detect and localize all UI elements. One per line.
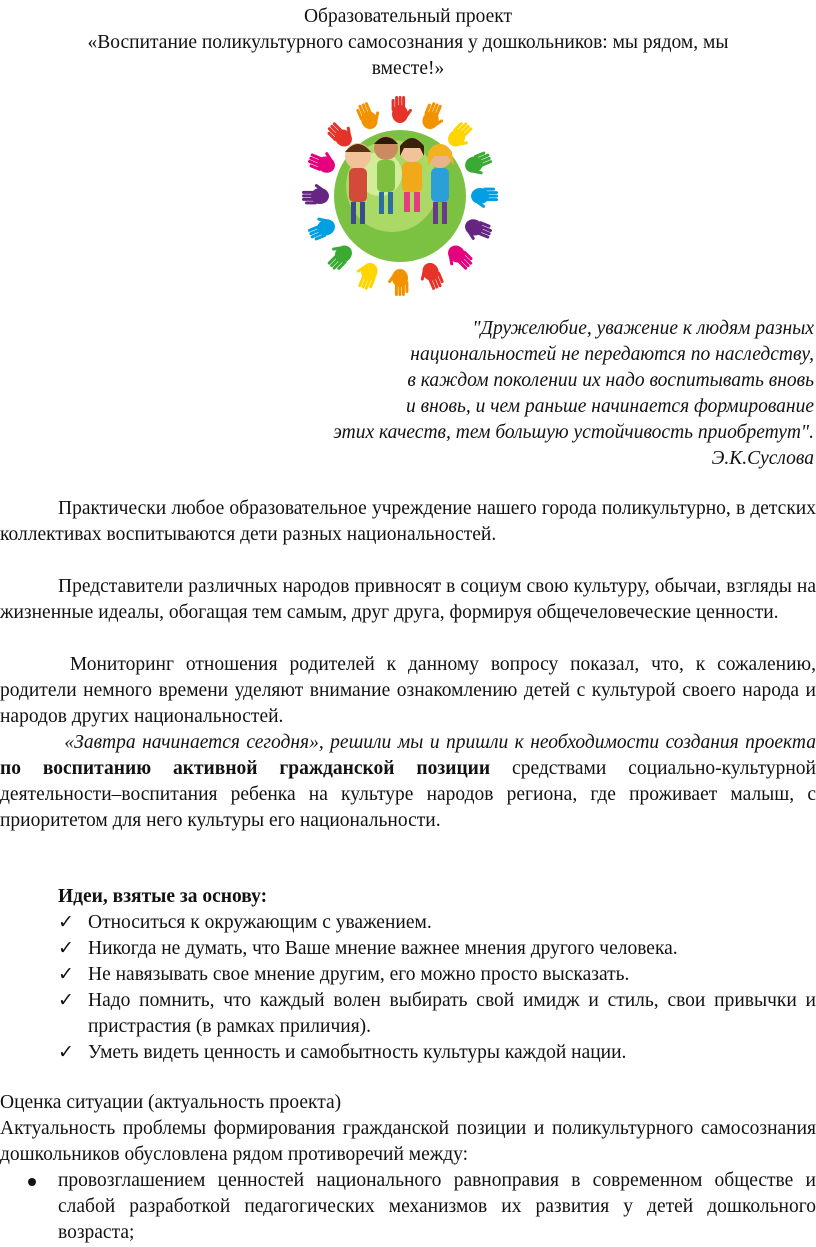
project-title-line1: «Воспитание поликультурного самосознания у дошкольников: мы рядом, мы — [87, 32, 729, 53]
checkmark-icon: ✓ — [58, 964, 74, 985]
project-label: Образовательный проект — [303, 6, 513, 27]
hand-print — [305, 212, 338, 242]
paragraph-1: Практически любое образовательное учреждение нашего города поликультурно, в детских коллективах воспитываются дети разных национальностей. — [0, 498, 816, 545]
project-title-line2: вместе!» — [371, 58, 445, 79]
hand-print — [419, 100, 449, 133]
list-item: провозглашением ценностей национального равноправия в современном обществе и слабой разработкой педагогических механизмов их развития у детей дошкольного возраста; — [26, 1168, 816, 1246]
list-item: ✓ Надо помнить, что каждый волен выбирать свой имидж и стиль, свои привычки и пристрастия (в рамках приличия). — [58, 990, 816, 1037]
epigraph-line-5: этих качеств, тем большую устойчивость приобретут". — [333, 422, 814, 443]
hand-print — [351, 259, 381, 292]
list-item: ✓ Никогда не думать, что Ваше мнение важнее мнения другого человека. — [58, 936, 816, 962]
paragraph-3: Мониторинг отношения родителей к данному вопросу показал, что, к сожалению, родители немного времени уделяют внимание ознакомлению детей с культурой своего народа и народов других национальностей. — [0, 654, 816, 727]
hand-print — [302, 183, 329, 204]
paragraph-4-italic: «Завтра начинается сегодня», решили мы и пришли к необходимости создания проекта — [58, 732, 816, 753]
hand-print — [461, 216, 494, 246]
hand-print — [306, 146, 339, 176]
hand-print — [441, 242, 475, 276]
checkmark-icon: ✓ — [58, 990, 74, 1011]
assessment-heading: Оценка ситуации (актуальность проекта) — [0, 1092, 342, 1113]
hand-print — [444, 119, 478, 153]
hand-print — [392, 96, 413, 123]
epigraph-line-1: "Дружелюбие, уважение к людям разных — [472, 318, 814, 339]
assessment-intro: Актуальность проблемы формирования гражданской позиции и поликультурного самосознания дошкольников обусловлена рядом противоречий между: — [0, 1118, 816, 1165]
checkmark-icon: ✓ — [58, 938, 74, 959]
hand-print — [416, 260, 446, 293]
epigraph-line-2: национальностей не передаются по наследству, — [410, 344, 814, 365]
ideas-list — [58, 910, 816, 1066]
list-item: ✓ Не навязывать свое мнение другим, его можно просто высказать. — [58, 962, 816, 988]
checkmark-icon: ✓ — [58, 912, 74, 933]
children-globe-hands-icon — [300, 86, 500, 296]
hand-print — [322, 239, 356, 273]
bullet-icon — [28, 1178, 36, 1186]
epigraph-line-3: в каждом поколении их надо воспитывать вновь — [407, 370, 814, 391]
epigraph-author: Э.К.Суслова — [711, 448, 814, 469]
hand-print — [471, 188, 498, 209]
paragraph-2: Представители различных народов привносят в социум свою культуру, обычаи, взгляды на жизненные идеалы, обогащая тем самым, друг друга, формируя общечеловеческие ценности. — [0, 576, 816, 623]
paragraph-4-rest: средствами социально-культурной деятельности–воспитания ребенка на культуре народов региона, где проживает малыш, с приоритетом для него культуры его национальности. — [0, 758, 816, 831]
hand-print — [387, 269, 408, 296]
paragraph-4-bold: по воспитанию активной гражданской позиции — [0, 758, 491, 779]
ideas-title: Идеи, взятые за основу: — [58, 886, 268, 907]
list-item: ✓ Относиться к окружающим с уважением. — [58, 910, 816, 936]
checkmark-icon: ✓ — [58, 1042, 74, 1063]
list-item: ✓ Уметь видеть ценность и самобытность культуры каждой нации. — [58, 1040, 816, 1066]
hand-print — [462, 150, 495, 180]
hand-print — [355, 99, 385, 132]
epigraph-line-4: и вновь, и чем раньше начинается формирование — [405, 396, 814, 417]
paragraph-4 — [0, 730, 816, 834]
contradictions-list — [26, 1168, 816, 1246]
